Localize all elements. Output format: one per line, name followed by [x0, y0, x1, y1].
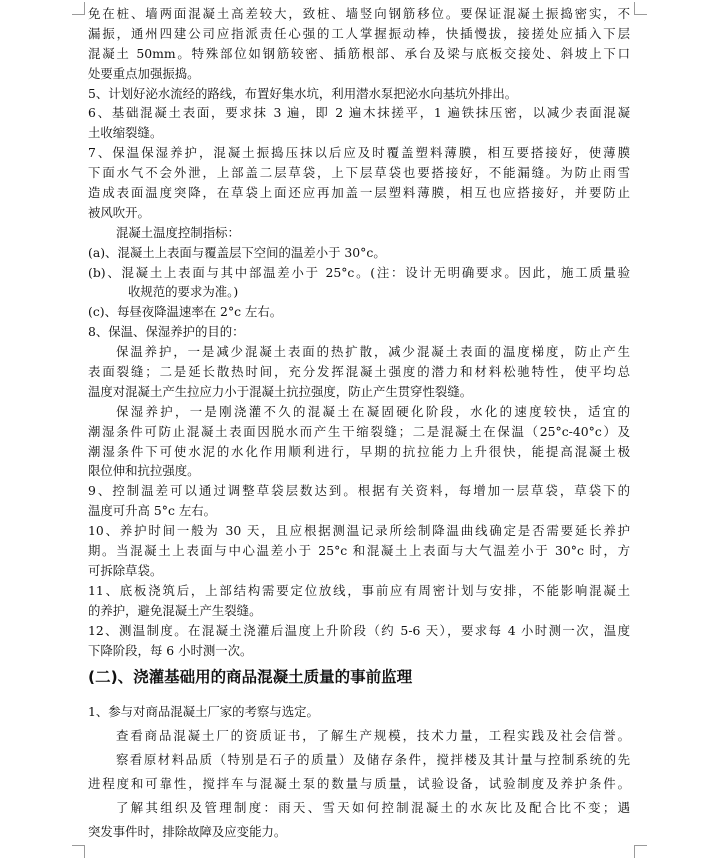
text-line: 限位伸和抗拉强度。 [88, 463, 200, 479]
text-line: 1、参与对商品混凝土厂家的考察与选定。 [88, 704, 319, 720]
text-line: 8、保温、保湿养护的目的： [88, 324, 245, 340]
text-line: 潮湿条件下可使水泥的水化作用顺利进行，早期的抗拉能力上升很快，能提高混凝土极 [88, 443, 630, 459]
text-line: 进程度和可靠性，搅拌车与混凝土泵的数量与质量，试验设备，试验制度及养护条件。 [88, 776, 630, 792]
text-line: 查看商品混凝土厂的资质证书，了解生产规模，技术力量，工程实践及社会信誉。 [116, 728, 630, 744]
text-line: 下面水气不会外泄，上部盖二层草袋，上下层草袋也要搭接好，不能漏缝。为防止雨雪 [88, 165, 630, 181]
temperature-index-b: (b)、混凝土上表面与其中部温差小于 25°c。(注：设计无明确要求。因此，施工质量验 [88, 264, 630, 280]
text-line: 10、养护时间一般为 30 天，且应根据测温记录所绘制降温曲线确定是否需要延长养护 [88, 523, 630, 539]
text-line: 可拆除草袋。 [88, 562, 163, 578]
text-line: 土收缩裂缝。 [88, 125, 163, 141]
temperature-index-a: (a)、混凝土上表面与覆盖层下空间的温差小于 30°c。 [88, 244, 386, 260]
text-line: 造成表面温度突降，在草袋上面还应再加盖一层塑料薄膜，相互也应搭接好，并要防止 [88, 185, 630, 201]
text-line: 的养护，避免混凝土产生裂缝。 [88, 602, 262, 618]
text-line: 期。当混凝土上表面与中心温差小于 25°c 和混凝土上表面与大气温差小于 30°c 时，方 [88, 543, 630, 559]
text-line: 6、基础混凝土表面，要求抹 3 遍，即 2 遍木抹搓平，1 遍铁抹压密，以减少表面混凝 [88, 105, 630, 121]
temperature-index-title: 混凝土温度控制指标： [116, 224, 240, 240]
text-line: 保湿养护，一是刚浇灌不久的混凝土在凝固硬化阶段，水化的速度较快，适宜的 [116, 403, 630, 419]
text-line: 表面裂缝；二是延长散热时间，充分发挥混凝土强度的潜力和材料松驰特性，使平均总 [88, 364, 630, 380]
text-line: 温度对混凝土产生拉应力小于混凝土抗拉强度，防止产生贯穿性裂缝。 [88, 383, 473, 399]
text-line: 突发事件时，排除故障及应变能力。 [88, 824, 287, 840]
crop-mark-top-right [634, 2, 647, 15]
section-heading: (二)、浇灌基础用的商品混凝土质量的事前监理 [88, 668, 413, 687]
text-line: 漏振，通州四建公司应指派责任心强的工人掌握振动棒，快插慢拔，接搓处应插入下层 [88, 25, 630, 41]
text-line: 被风吹开。 [88, 204, 150, 220]
text-line: 9、控制温差可以通过调整草袋层数达到。根据有关资料，每增加一层草袋，草袋下的 [88, 483, 630, 499]
text-line: 7、保温保湿养护，混凝土振捣压抹以后应及时覆盖塑料薄膜，相互要搭接好，使薄膜 [88, 145, 630, 161]
text-line: 11、底板浇筑后，上部结构需要定位放线，事前应有周密计划与安排，不能影响混凝土 [88, 582, 630, 598]
crop-mark-bottom-left [72, 845, 85, 858]
text-line: 了解其组织及管理制度：雨天、雪天如何控制混凝土的水灰比及配合比不变；遇 [116, 800, 630, 816]
crop-mark-top-left [72, 2, 85, 15]
text-line: 下降阶段，每 6 小时测一次。 [88, 642, 253, 658]
temperature-index-b-cont: 收规范的要求为准。) [128, 284, 239, 300]
text-line: 处要重点加强振捣。 [88, 65, 200, 81]
temperature-index-c: (c)、每昼夜降温速率在 2°c 左右。 [88, 304, 283, 320]
text-line: 潮湿条件可防止混凝土表面因脱水而产生干缩裂缝；二是混凝土在保温（25°c-40°c）及 [88, 423, 630, 439]
text-line: 保温养护，一是减少混凝土表面的热扩散，减少混凝土表面的温度梯度，防止产生 [116, 344, 630, 360]
document-body [88, 4, 630, 844]
text-line: 混凝土 50mm。特殊部位如钢筋较密、插筋根部、承台及梁与底板交接处、斜坡上下口 [88, 45, 630, 61]
text-line: 免在桩、墙两面混凝土高差较大，致桩、墙竖向钢筋移位。要保证混凝土振捣密实，不 [88, 6, 630, 21]
text-line: 5、计划好泌水流经的路线，布置好集水坑，利用潜水泵把泌水向基坑外排出。 [88, 85, 518, 101]
text-line: 察看原材料品质（特别是石子的质量）及储存条件，搅拌楼及其计量与控制系统的先 [116, 752, 630, 768]
text-line: 温度可升高 5°c 左右。 [88, 503, 217, 519]
crop-mark-bottom-right [634, 845, 647, 858]
text-line: 12、测温制度。在混凝土浇灌后温度上升阶段（约 5-6 天），要求每 4 小时测一次，温度 [88, 622, 630, 638]
